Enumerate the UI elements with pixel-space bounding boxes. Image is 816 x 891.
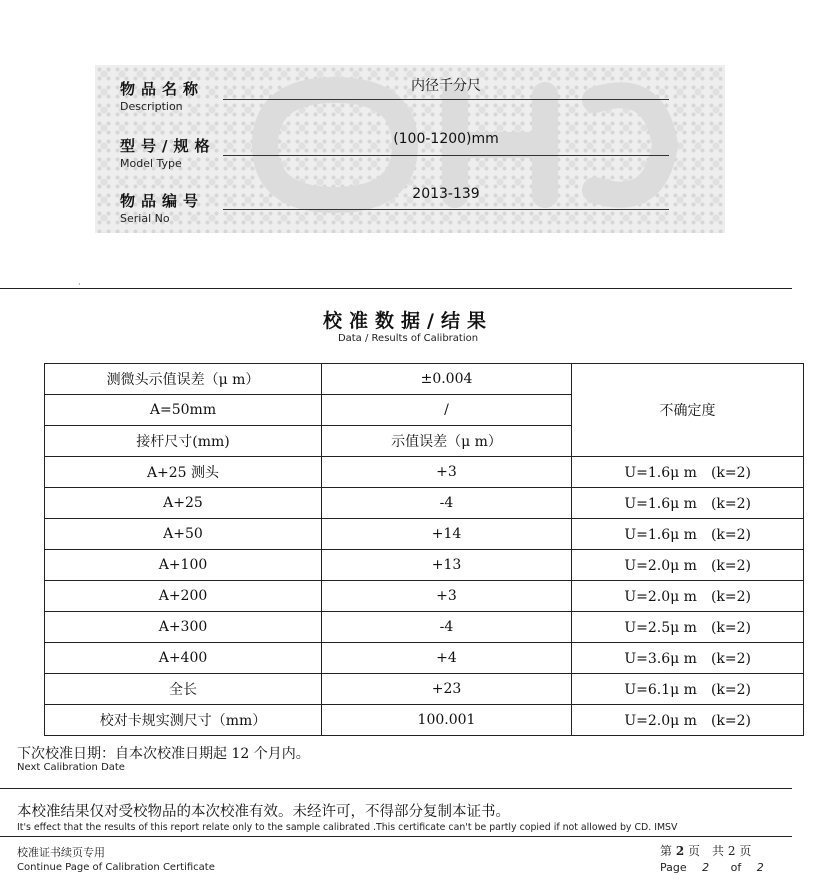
- table-cell: +13: [322, 550, 572, 581]
- table-cell: A+25 测头: [45, 457, 322, 488]
- table-row: [45, 612, 804, 643]
- table-cell: +3: [322, 457, 572, 488]
- serial-no-label-cn: 物品编号: [120, 192, 205, 210]
- table-cell: 全长: [45, 674, 322, 705]
- table-cell: U=1.6μ m (k=2): [572, 519, 804, 550]
- serial-no-label: [120, 190, 204, 225]
- table-row: [45, 519, 804, 550]
- page-number: 2: [675, 844, 685, 858]
- table-cell: A+100: [45, 550, 322, 581]
- table-cell: 校对卡规实测尺寸（mm）: [45, 705, 322, 736]
- uncertainty-header: 不确定度: [572, 364, 804, 457]
- serial-no-value: 2013-139: [412, 186, 480, 202]
- page-cn-prefix: 第: [660, 844, 673, 858]
- validity-statement-en: It's effect that the results of this report relate only to the sample calibrated .This certificate can't be partly copied if not allowed by CD. IMSV: [17, 822, 678, 833]
- section-title: 校准数据/结果: [323, 310, 493, 332]
- table-cell: +23: [322, 674, 572, 705]
- table-cell: 测微头示值误差（μ m）: [45, 364, 322, 395]
- table-row: [45, 674, 804, 705]
- table-cell: U=2.0μ m (k=2): [572, 705, 804, 736]
- page-total: 2: [727, 844, 736, 858]
- table-cell: ±0.004: [322, 364, 572, 395]
- header-separator: [0, 288, 792, 289]
- footer-separator: [0, 836, 792, 837]
- page-indicator-en: [660, 861, 764, 874]
- table-row: [45, 457, 804, 488]
- table-row: [45, 643, 804, 674]
- serial-no-underline: [223, 209, 669, 210]
- next-calibration-text: 下次校准日期：自本次校准日期起 12 个月内。: [17, 746, 310, 762]
- table-cell: U=1.6μ m (k=2): [572, 488, 804, 519]
- section-subtitle: Data / Results of Calibration: [337, 333, 479, 344]
- table-cell: +3: [322, 581, 572, 612]
- table-cell: U=6.1μ m (k=2): [572, 674, 804, 705]
- description-label-cn: 物品名称: [120, 80, 205, 98]
- description-label-en: Description: [120, 100, 183, 113]
- description-underline: [223, 99, 669, 100]
- page-en-prefix: Page: [660, 861, 687, 874]
- continue-page-label-en: Continue Page of Calibration Certificate: [17, 862, 215, 873]
- table-row: [45, 364, 804, 395]
- table-row: [45, 550, 804, 581]
- page-en-mid: of: [730, 861, 742, 874]
- scan-dot: ·: [78, 280, 81, 289]
- table-cell: 100.001: [322, 705, 572, 736]
- table-cell: U=3.6μ m (k=2): [572, 643, 804, 674]
- table-cell: +4: [322, 643, 572, 674]
- table-cell: +14: [322, 519, 572, 550]
- serial-no-label-en: Serial No: [120, 212, 170, 225]
- page-cn-suffix: 页: [739, 844, 752, 858]
- table-cell: A+200: [45, 581, 322, 612]
- table-cell: /: [322, 395, 572, 426]
- page-total-en: 2: [756, 861, 764, 874]
- table-cell: U=2.5μ m (k=2): [572, 612, 804, 643]
- validity-statement-cn: 本校准结果仅对受校物品的本次校准有效。未经许可，不得部分复制本证书。: [17, 804, 510, 820]
- table-cell: -4: [322, 488, 572, 519]
- table-cell: A+400: [45, 643, 322, 674]
- next-calibration-label-en: Next Calibration Date: [17, 762, 125, 773]
- table-cell: A=50mm: [45, 395, 322, 426]
- page-cn-mid: 页 共: [688, 844, 725, 858]
- model-type-label: [120, 135, 215, 170]
- model-type-label-en: Model Type: [120, 157, 182, 170]
- table-cell: U=2.0μ m (k=2): [572, 581, 804, 612]
- table-cell: U=2.0μ m (k=2): [572, 550, 804, 581]
- model-type-value: (100-1200)mm: [393, 131, 499, 147]
- table-row: [45, 488, 804, 519]
- column-header-error: 示值误差（μ m）: [322, 426, 572, 457]
- description-value: 内径千分尺: [411, 78, 481, 94]
- model-type-label-cn: 型号/规格: [120, 137, 216, 155]
- page-indicator-cn: [660, 842, 751, 859]
- calibration-table: [44, 363, 804, 736]
- table-cell: A+50: [45, 519, 322, 550]
- model-type-underline: [223, 155, 669, 156]
- statement-separator: [0, 788, 792, 789]
- table-cell: A+25: [45, 488, 322, 519]
- table-cell: -4: [322, 612, 572, 643]
- table-row: [45, 581, 804, 612]
- table-cell: U=1.6μ m (k=2): [572, 457, 804, 488]
- description-label: [120, 78, 204, 113]
- continue-page-label-cn: 校准证书续页专用: [17, 846, 105, 859]
- table-row: [45, 705, 804, 736]
- column-header-size: 接杆尺寸(mm): [45, 426, 322, 457]
- table-cell: A+300: [45, 612, 322, 643]
- header-info-box: [95, 65, 725, 233]
- page-number-en: 2: [702, 861, 710, 874]
